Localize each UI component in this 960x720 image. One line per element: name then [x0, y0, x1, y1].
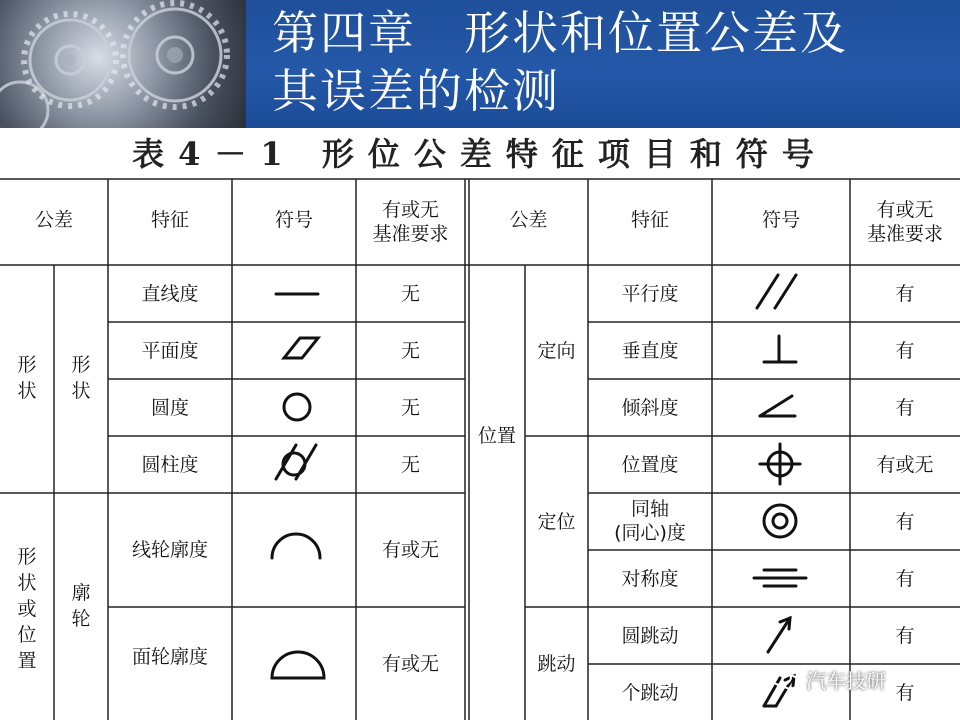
- datum-circularity: 无: [400, 397, 420, 419]
- feature-straightness: 直线度: [141, 283, 199, 305]
- feature-parallelism: 平行度: [621, 283, 679, 305]
- feature-circular-runout: 圆跳动: [621, 625, 679, 647]
- tolerance-position-label: 位置: [477, 425, 516, 447]
- feature-total-runout: 个跳动: [621, 682, 679, 704]
- position-icon: [760, 444, 800, 484]
- feature-angularity: 倾斜度: [621, 397, 679, 419]
- feature-circularity: 圆度: [150, 397, 189, 419]
- datum-angularity: 有: [895, 397, 915, 419]
- cylindricity-icon: [276, 445, 316, 479]
- feature-surface-profile: 面轮廓度: [131, 646, 208, 668]
- feature-cylindricity: 圆柱度: [141, 454, 199, 476]
- page-title: [272, 4, 952, 120]
- datum-perpendicularity: 有: [895, 340, 915, 362]
- feature-flatness: 平面度: [141, 340, 199, 362]
- header-datum-right: 有或无 基准要求: [866, 199, 943, 245]
- wechat-icon: [770, 667, 800, 691]
- datum-parallelism: 有: [895, 283, 915, 305]
- datum-concentricity: 有: [895, 511, 915, 533]
- title-line-1: 第四章 形状和位置公差及: [272, 6, 848, 60]
- header-banner: [0, 0, 960, 128]
- tolerance-form-label: 形 状: [17, 354, 37, 402]
- feature-symmetry: 对称度: [621, 568, 679, 590]
- symmetry-icon: [754, 570, 806, 586]
- datum-line-profile: 有或无: [381, 539, 439, 561]
- sub-location-label: 定位: [537, 511, 576, 533]
- sub-runout-label: 跳动: [537, 653, 576, 675]
- datum-total-runout: 有: [895, 682, 915, 704]
- datum-surface-profile: 有或无: [381, 653, 439, 675]
- header-feature-right: 特征: [630, 209, 669, 231]
- perpendicularity-icon: [764, 336, 796, 362]
- title-line-2: 其误差的检测: [272, 64, 560, 118]
- header-feature-left: 特征: [150, 209, 189, 231]
- feature-line-profile: 线轮廓度: [131, 539, 208, 561]
- angularity-icon: [760, 396, 795, 416]
- header-tolerance-right: 公差: [509, 209, 548, 231]
- table-caption: 表4－1 形位公差特征项目和符号: [132, 135, 828, 173]
- sub-orientation-label: 定向: [537, 340, 576, 362]
- datum-cylindricity: 无: [400, 454, 420, 476]
- sub-profile-label: 廓 轮: [71, 582, 91, 630]
- datum-straightness: 无: [400, 283, 420, 305]
- watermark: [770, 664, 886, 694]
- tolerance-table: [0, 178, 960, 720]
- table-grid: [0, 179, 960, 720]
- watermark-text: 汽车技研: [806, 668, 886, 693]
- header-symbol-right: 符号: [761, 209, 800, 231]
- datum-circular-runout: 有: [895, 625, 915, 647]
- surface-profile-icon: [272, 652, 324, 678]
- concentricity-icon: [764, 505, 796, 537]
- header-tolerance-left: 公差: [34, 209, 73, 231]
- feature-perpendicularity: 垂直度: [621, 340, 679, 362]
- datum-flatness: 无: [400, 340, 420, 362]
- parallelism-icon: [757, 275, 796, 308]
- flatness-icon: [284, 338, 318, 358]
- tolerance-form-or-position-label: 形 状 或 位 置: [17, 546, 37, 672]
- feature-position: 位置度: [621, 454, 679, 476]
- circular-runout-icon: [768, 618, 790, 652]
- circularity-icon: [284, 394, 310, 420]
- header-datum-left: 有或无 基准要求: [372, 199, 449, 245]
- feature-concentricity: 同轴 (同心)度: [614, 498, 686, 544]
- header-symbol-left: 符号: [274, 209, 313, 231]
- line-profile-icon: [272, 534, 320, 558]
- gear-image: [0, 0, 246, 128]
- sub-form-label: 形 状: [71, 354, 91, 402]
- datum-symmetry: 有: [895, 568, 915, 590]
- datum-position: 有或无: [876, 454, 934, 476]
